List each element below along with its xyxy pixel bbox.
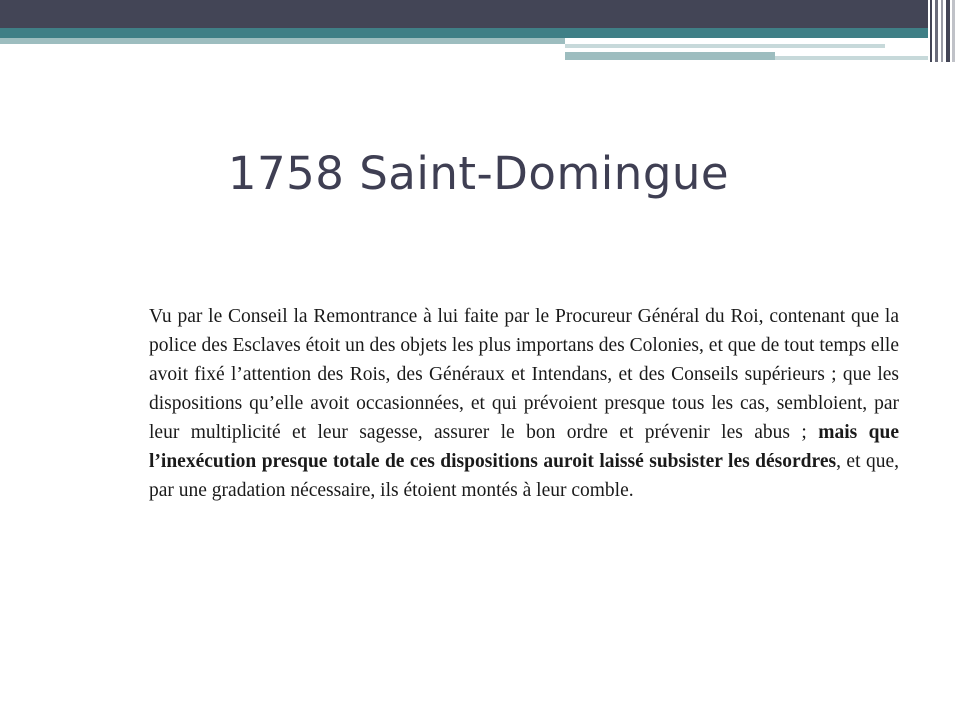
body-paragraph	[149, 302, 899, 505]
paragraph-text-part2: , et que, par une gradation nécessaire, ils étoient montés à leur comble.	[149, 451, 899, 501]
header-band-teal	[0, 28, 955, 38]
header-band-light	[0, 38, 565, 44]
header-line-thin	[565, 44, 885, 48]
header-band-dark	[0, 0, 955, 28]
slide-title: 1758 Saint-Domingue	[227, 147, 730, 200]
header-line-short	[775, 56, 940, 60]
header-band-light-short	[565, 52, 775, 60]
paragraph-text-part1: Vu par le Conseil la Remontrance à lui faite par le Procureur Général du Roi, contenant que la police des Esclaves étoit un des objets les plus importans des Colonies, et que de tout temps elle avoit fixé l’attention des Rois, des Généraux et Intendans, et des Conseils supérieurs ; que les dispositions qu’elle avoit occasionnées, et qui prévoient presque tous les cas, sembloient, par leur multiplicité et leur sagesse, assurer le bon ordre et prévenir les abus ;	[149, 306, 899, 443]
paragraph-bold-text: mais que l’inexécution presque totale de ces dispositions auroit laissé subsister les désordres	[149, 422, 899, 472]
header-edge-lines	[928, 0, 955, 62]
